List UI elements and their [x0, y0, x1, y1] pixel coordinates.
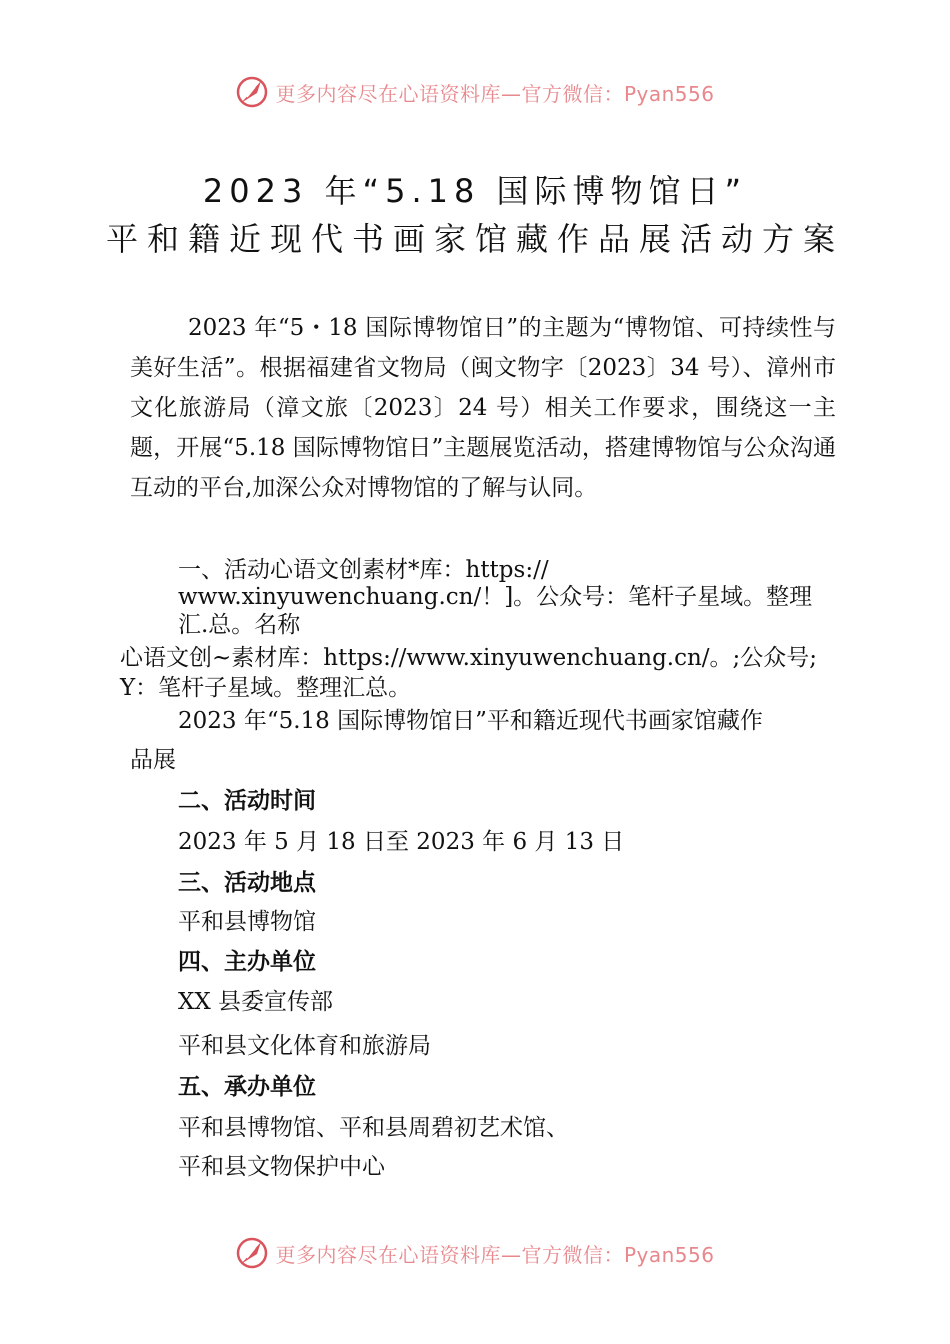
section2-content: 2023 年 5 月 18 日至 2023 年 6 月 13 日: [178, 829, 625, 855]
header-watermark-text: 更多内容尽在心语资料库—官方微信：Pyan556: [275, 81, 715, 106]
header-watermark-banner: [0, 72, 950, 112]
section4-item: XX 县委宣传部: [178, 989, 334, 1015]
section1-line5: Y：笔杆子星域。整理汇总。: [120, 675, 412, 701]
section1-line4: 心语文创~素材库：https://www.xinyuwenchuang.cn/。;公众号;: [120, 645, 818, 671]
section1-line3: 汇.总。名称: [178, 612, 301, 638]
section2-heading: 二、活动时间: [178, 788, 316, 814]
section1-line7: 品展: [130, 747, 176, 773]
document-title-line2: 平和籍近现代书画家馆藏作品展活动方案: [105, 220, 844, 258]
quill-pen-logo-icon: [235, 75, 269, 109]
section5-item: 平和县博物馆、平和县周碧初艺术馆、: [178, 1115, 569, 1141]
section1-line2: www.xinyuwenchuang.cn/！]。公众号：笔杆子星域。整理: [178, 584, 813, 610]
section1-line6: 2023 年“5.18 国际博物馆日”平和籍近现代书画家馆藏作: [178, 708, 763, 734]
document-title-line1: 2023 年“5.18 国际博物馆日”: [202, 172, 748, 210]
quill-pen-logo-icon: [235, 1236, 269, 1270]
intro-text: 2023 年“5・18 国际博物馆日”的主题为“博物馆、可持续性与美好生活”。根据福建省文物局（闽文物字〔2023〕34 号）、漳州市文化旅游局（漳文旅〔2023〕24 号）相关工作要求，围绕这一主题，开展“5.18 国际博物馆日”主题展览活动，搭建博物馆与公众沟通互动的平台,加深公众对博物馆的了解与认同。: [130, 315, 836, 501]
intro-paragraph: [130, 308, 836, 508]
section4-item: 平和县文化体育和旅游局: [178, 1033, 431, 1059]
section4-heading: 四、主办单位: [178, 949, 316, 975]
section5-item: 平和县文物保护中心: [178, 1154, 385, 1180]
footer-watermark-banner: [0, 1233, 950, 1273]
section3-heading: 三、活动地点: [178, 870, 316, 896]
section3-content: 平和县博物馆: [178, 909, 316, 935]
section1-line1: 一、活动心语文创素材*库：https://: [178, 557, 549, 583]
section5-heading: 五、承办单位: [178, 1074, 316, 1100]
footer-watermark-text: 更多内容尽在心语资料库—官方微信：Pyan556: [275, 1242, 715, 1267]
